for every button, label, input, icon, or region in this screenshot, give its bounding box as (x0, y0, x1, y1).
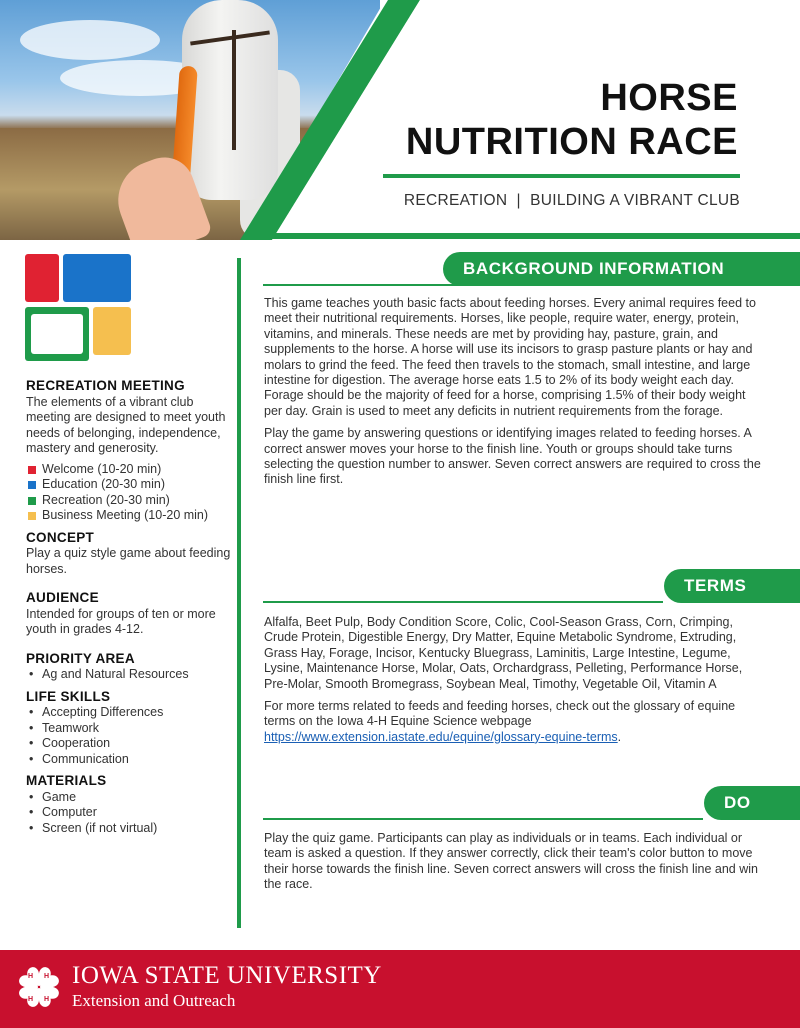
extension-name: Extension and Outreach (72, 991, 236, 1010)
do-heading: DO (704, 786, 800, 820)
list-item: • Communication (26, 752, 231, 768)
terms-body (264, 615, 764, 752)
background-paragraph-1: This game teaches youth basic facts about feeding horses. Every animal requires feed to meet their nutritional requirements. Horses, like people, require water, energy, protein, vitamins, and minerals. These needs are met by providing hay, pasture, grain, and supplements to the horse. A horse will use its incisors to grasp pasture plants or hay and molars to grind the feed. The feed then travels to the stomach, small intestine, and large intestine for digestion. The average horse eats 1.5 to 2% of its body weight each day. Forage should be the majority of feed for a horse, comprising 1.5% of their body weight per day. Grain is used to meet any deficits in nutrient requirements from the forage. (264, 296, 756, 418)
list-item: • Accepting Differences (26, 705, 231, 721)
recreation-meeting-heading: RECREATION MEETING (26, 378, 185, 393)
footer (0, 950, 800, 1028)
page-title: HORSE NUTRITION RACE (405, 77, 738, 163)
svg-text:H: H (28, 973, 34, 980)
svg-text:H: H (44, 973, 50, 980)
page-subtitle: RECREATION | BUILDING A VIBRANT CLUB (403, 192, 740, 209)
do-body (264, 831, 764, 900)
terms-more-text: For more terms related to feeds and feeding horses, check out the glossary of equine terms on the Iowa 4-H Equine Science webpage https://www.extension.iastate.edu/equine/glossary-equine-terms. (264, 699, 736, 744)
priority-area-heading: PRIORITY AREA (26, 650, 135, 666)
list-item: • Cooperation (26, 736, 231, 752)
green-square-icon (28, 497, 36, 505)
materials-heading: MATERIALS (26, 773, 107, 788)
background-paragraph-2: Play the game by answering questions or identifying images related to feeding horses. A correct answer moves your horse to the finish line. Youth or groups should take turns selecting the question number to answer. Seven correct answers are required to cross the finish line first. (264, 426, 761, 487)
audience-section (26, 590, 231, 638)
section-rule (263, 818, 703, 820)
header-divider (245, 233, 800, 239)
title-rule (383, 174, 740, 178)
recreation-meeting-section (26, 378, 231, 524)
svg-text:H: H (44, 996, 50, 1003)
red-square-icon (28, 466, 36, 474)
column-divider (237, 258, 241, 928)
list-item: • Computer (26, 805, 231, 821)
audience-text: Intended for groups of ten or more youth in grades 4-12. (26, 606, 216, 636)
background-information-body (264, 296, 764, 495)
list-item: Business Meeting (10-20 min) (26, 508, 231, 524)
do-text: Play the quiz game. Participants can play as individuals or in teams. Each individual or team is asked a question. If they answer correctly, click their team's color button to move their horse towards the finish line. Seven correct answers will cross the finish line and win the race. (264, 831, 758, 892)
4h-clover-icon (14, 962, 64, 1012)
priority-area-section (26, 651, 231, 683)
terms-heading: TERMS (664, 569, 800, 603)
header-diagonal-stripe (240, 0, 420, 240)
blue-square-icon (28, 481, 36, 489)
sidebar (26, 378, 231, 846)
recreation-meeting-text: The elements of a vibrant club meeting are designed to meet youth needs of belonging, independence, mastery and generosity. (26, 394, 226, 455)
list-item: • Screen (if not virtual) (26, 821, 231, 837)
list-item: • Game (26, 790, 231, 806)
list-item: Education (20-30 min) (26, 477, 231, 493)
background-information-heading: BACKGROUND INFORMATION (443, 252, 800, 286)
university-wordmark (72, 962, 382, 1011)
list-item: Recreation (20-30 min) (26, 493, 231, 509)
audience-heading: AUDIENCE (26, 590, 99, 605)
concept-text: Play a quiz style game about feeding horses. (26, 546, 231, 576)
list-item: • Ag and Natural Resources (26, 667, 231, 683)
concept-heading: CONCEPT (26, 529, 95, 545)
concept-section (26, 530, 231, 578)
list-item: Welcome (10-20 min) (26, 462, 231, 478)
university-name: IOWA STATE UNIVERSITY (72, 962, 382, 989)
section-rule (263, 601, 663, 603)
glossary-link[interactable]: https://www.extension.iastate.edu/equine/glossary-equine-terms (264, 729, 618, 744)
yellow-square-icon (28, 512, 36, 520)
terms-list: Alfalfa, Beet Pulp, Body Condition Score, Colic, Cool-Season Grass, Corn, Crimping, Crude Protein, Digestible Energy, Dry Matter, Equine Metabolic Syndrome, Extruding, Grass Hay, Forage, Incisor, Kentucky Bluegrass, Laminitis, Large Intestine, Legume, Lysine, Maintenance Horse, Molar, Oats, Orchardgrass, Pelleting, Performance Horse, Pre-Molar, Smooth Bromegrass, Soybean Meal, Timothy, Vegetable Oil, Vitamin A (264, 615, 743, 691)
life-skills-heading: LIFE SKILLS (26, 688, 111, 704)
vibrant-club-logo-icon (25, 254, 133, 364)
meeting-elements-list (26, 462, 231, 524)
list-item: • Teamwork (26, 721, 231, 737)
svg-text:H: H (28, 996, 34, 1003)
life-skills-section (26, 689, 231, 768)
materials-section (26, 773, 231, 836)
section-rule (263, 284, 463, 286)
